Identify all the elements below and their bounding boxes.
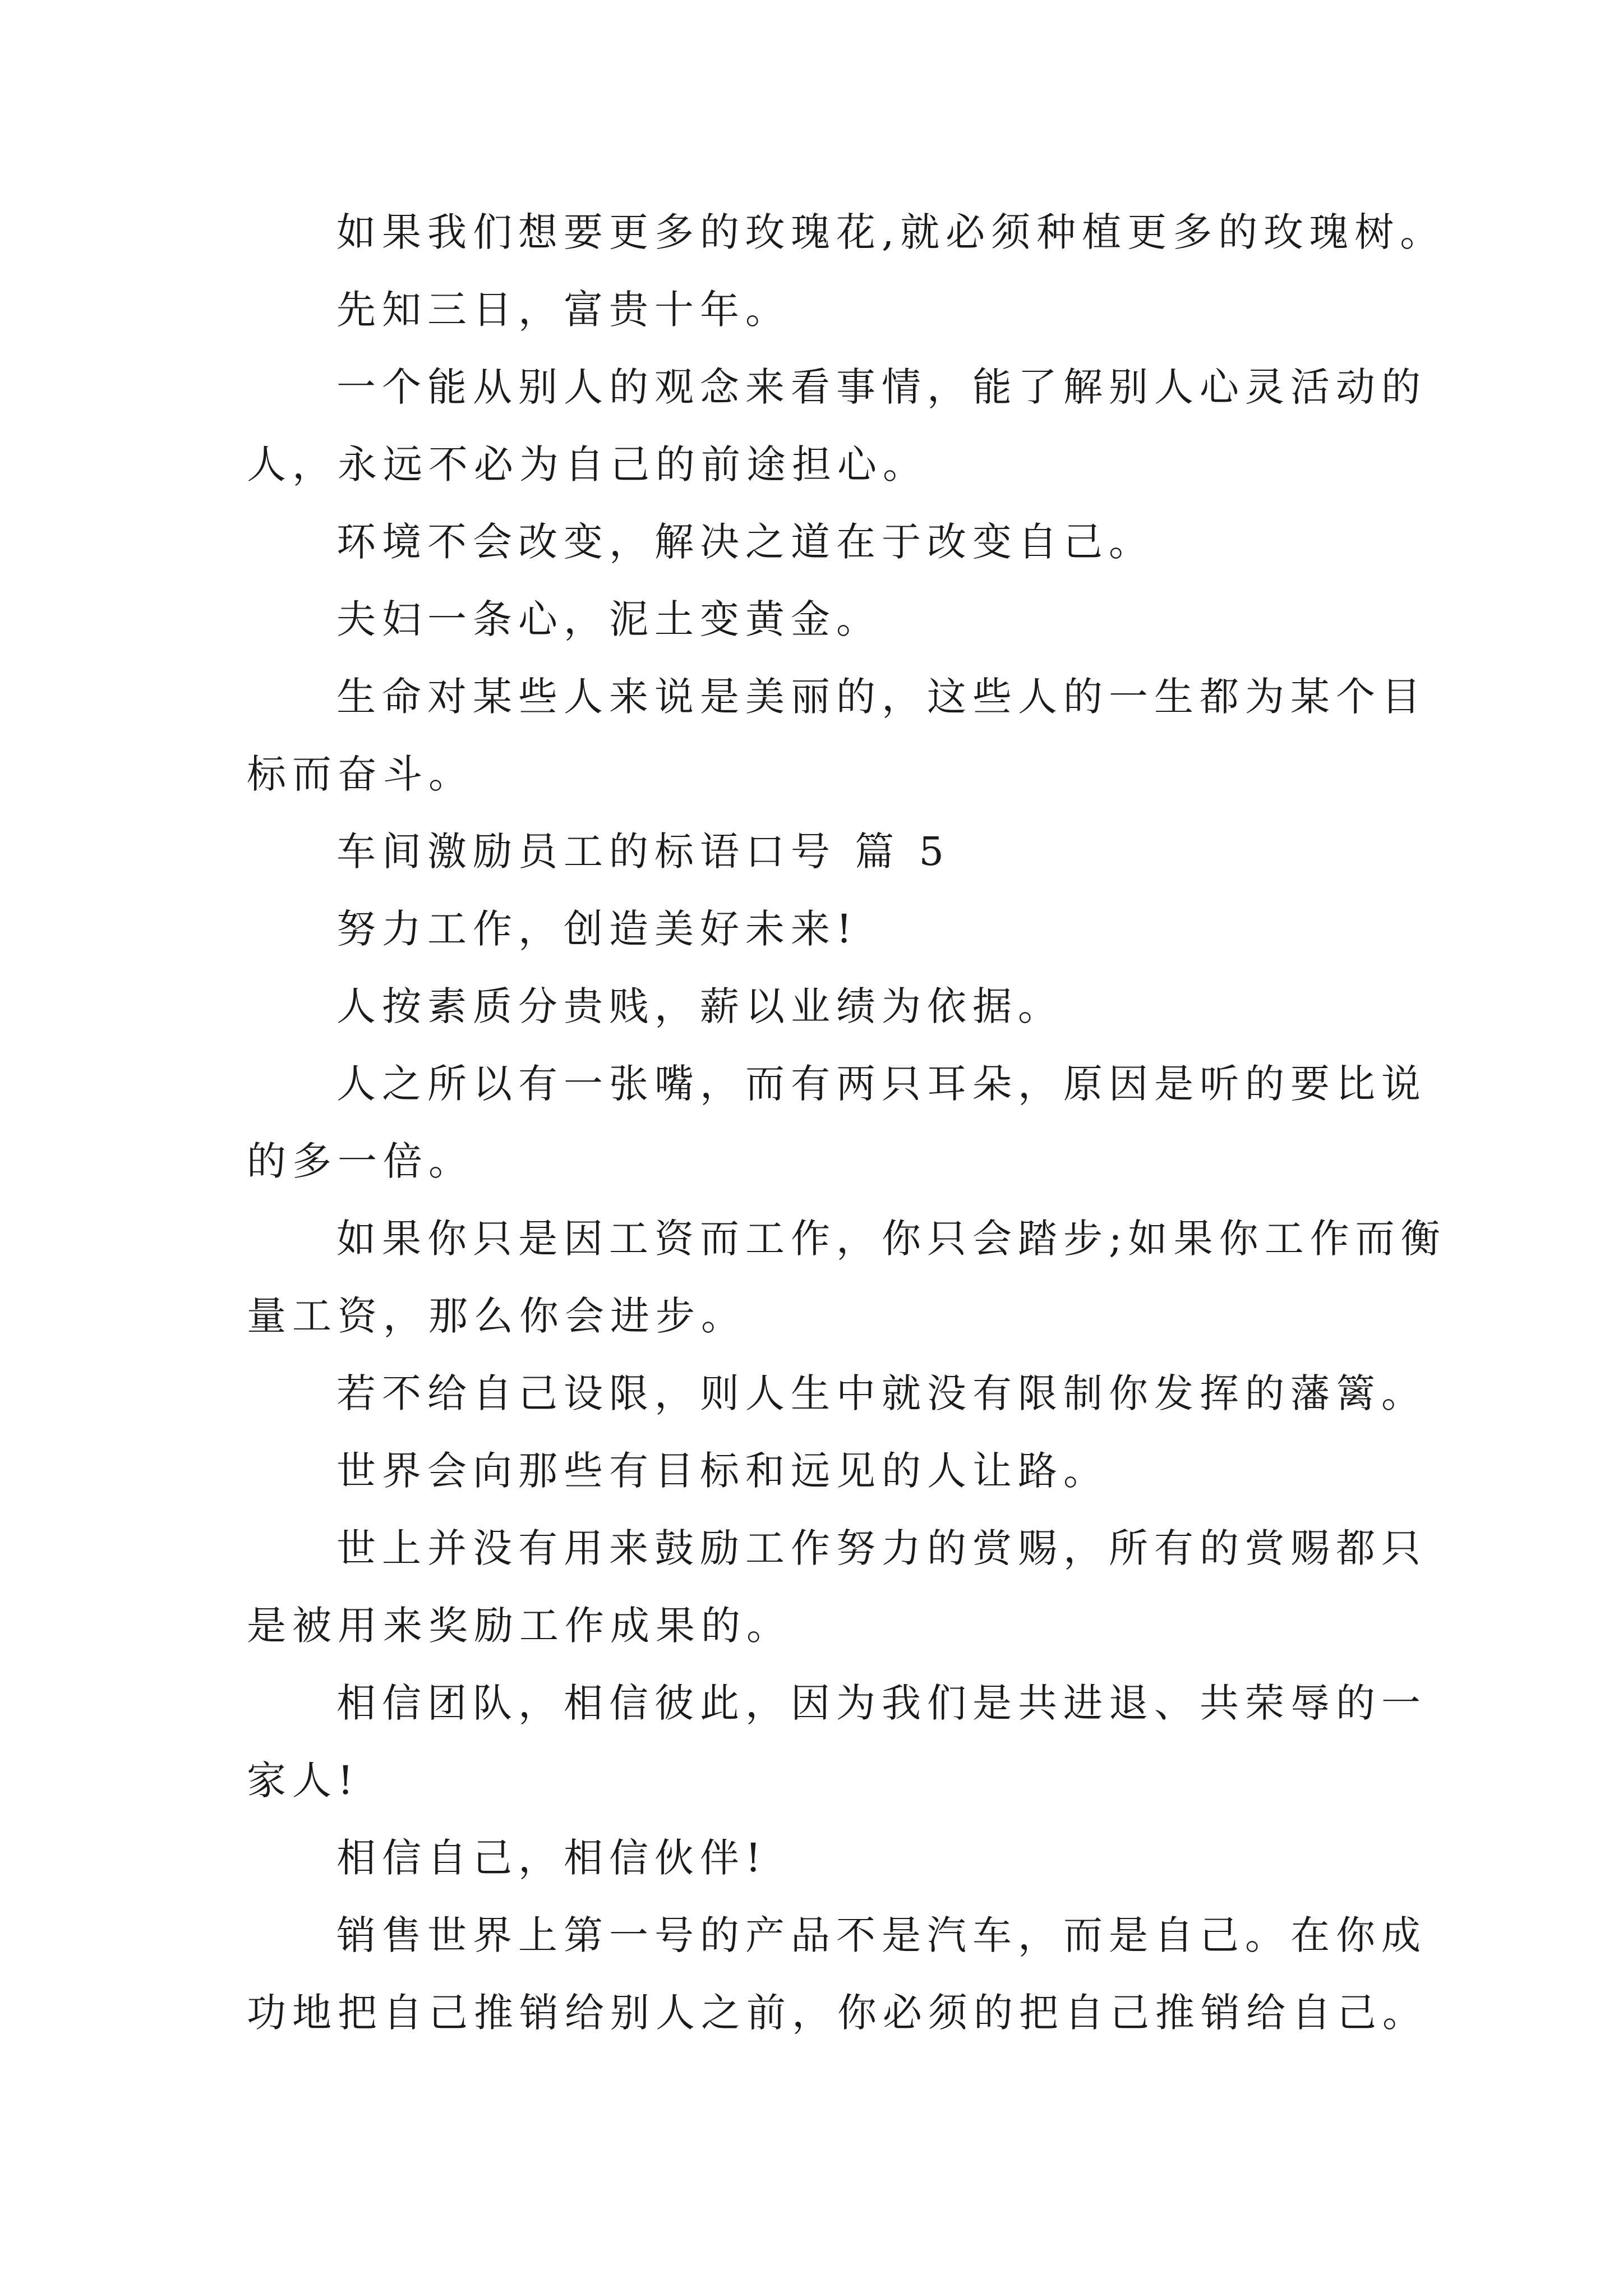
paragraph-rewards: 世上并没有用来鼓励工作努力的赏赐，所有的赏赐都只是被用来奖励工作成果的。 [247, 1525, 1427, 1649]
paragraph-limits: 若不给自己设限，则人生中就没有限制你发挥的藩篱。 [336, 1370, 1427, 1416]
paragraph-vision: 世界会向那些有目标和远见的人让路。 [336, 1448, 1109, 1494]
paragraph-team: 相信团队，相信彼此，因为我们是共进退、共荣辱的一家人! [247, 1680, 1427, 1803]
paragraph-quality: 人按素质分贵贱，薪以业绩为依据。 [336, 983, 1063, 1029]
paragraph-perspective: 一个能从别人的观念来看事情，能了解别人心灵活动的人，永远不必为自己的前途担心。 [247, 364, 1427, 487]
paragraph-foresight: 先知三日，富贵十年。 [336, 287, 791, 333]
paragraph-sell-yourself: 销售世界上第一号的产品不是汽车，而是自己。在你成功地把自己推销给别人之前，你必须的把自己推销给自己。 [247, 1912, 1428, 2036]
paragraph-roses: 如果我们想要更多的玫瑰花,就必须种植更多的玫瑰树。 [336, 209, 1446, 255]
paragraph-trust: 相信自己，相信伙伴! [336, 1835, 768, 1881]
paragraph-life-goal: 生命对某些人来说是美丽的，这些人的一生都为某个目标而奋斗。 [247, 674, 1427, 797]
paragraph-listen: 人之所以有一张嘴，而有两只耳朵，原因是听的要比说的多一倍。 [247, 1061, 1427, 1184]
paragraph-wages: 如果你只是因工资而工作，你只会踏步;如果你工作而衡量工资，那么你会进步。 [247, 1216, 1446, 1339]
paragraph-environment: 环境不会改变，解决之道在于改变自己。 [336, 519, 1154, 565]
paragraph-work-hard: 努力工作，创造美好未来! [336, 906, 859, 952]
document-body [247, 194, 1469, 2051]
paragraph-couple: 夫妇一条心，泥土变黄金。 [336, 596, 882, 642]
section-heading: 车间激励员工的标语口号 篇 5 [336, 829, 951, 875]
